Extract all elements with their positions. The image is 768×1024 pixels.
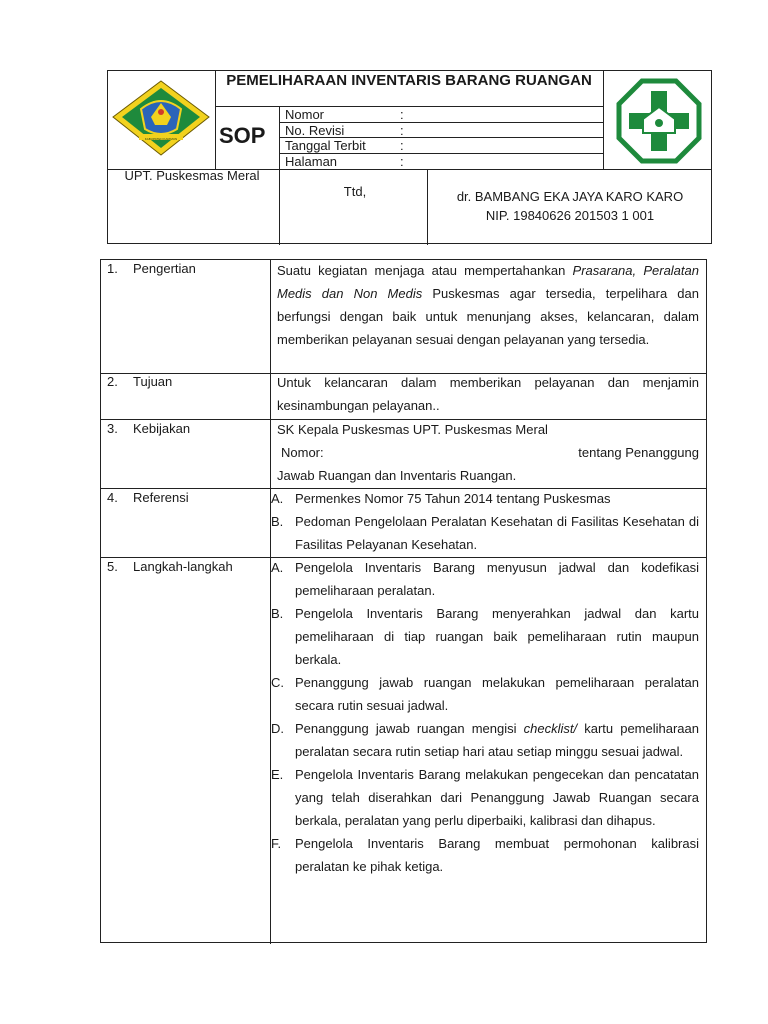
list-item <box>271 717 699 763</box>
section-content-tujuan <box>277 371 699 417</box>
list-item-text: Pengelola Inventaris Barang menyusun jadwal dan kodefikasi pemeliharaan peralatan. <box>295 560 699 598</box>
meta-label-revisi: No. Revisi <box>285 123 345 138</box>
section-content-langkah <box>271 556 699 878</box>
section-title: Referensi <box>133 490 189 505</box>
section-content-kebijakan <box>277 418 699 487</box>
signature-ttd: Ttd, <box>343 184 367 199</box>
list-item <box>271 487 699 510</box>
section-title: Langkah-langkah <box>133 559 233 574</box>
list-marker: D. <box>271 721 284 736</box>
header-divider <box>603 71 604 169</box>
section-title: Kebijakan <box>133 421 191 436</box>
section-number: 4. <box>107 490 118 505</box>
list-item-text: Pengelola Inventaris Barang membuat permohonan kalibrasi peralatan ke pihak ketiga. <box>295 836 699 874</box>
section-number: 5. <box>107 559 118 574</box>
list-item <box>271 556 699 602</box>
list-item-text: Permenkes Nomor 75 Tahun 2014 tentang Puskesmas <box>295 491 611 506</box>
policy-line: tentang Penanggung <box>578 445 699 460</box>
list-marker: E. <box>271 767 284 782</box>
header-divider <box>215 106 603 107</box>
sop-header-table <box>107 70 712 244</box>
meta-colon: : <box>400 138 404 153</box>
section-number: 2. <box>107 374 118 389</box>
policy-line: Jawab Ruangan dan Inventaris Ruangan. <box>277 468 517 483</box>
list-item-text-part: kartu pemeliharaan peralatan secara rutin setiap hari atau setiap minggu sesuai jadwal. <box>295 721 699 759</box>
section-label-pengertian <box>107 261 196 276</box>
list-item <box>271 832 699 878</box>
sop-content-table <box>100 259 707 943</box>
puskesmas-logo <box>615 77 703 170</box>
list-marker: A. <box>271 560 284 575</box>
regency-logo-text: KABUPATEN KARIMUN <box>144 137 178 141</box>
regency-logo <box>111 79 211 162</box>
meta-label-halaman: Halaman <box>285 154 338 169</box>
meta-label-tanggal-terbit: Tanggal Terbit <box>285 138 366 153</box>
list-marker: C. <box>271 675 284 690</box>
meta-colon: : <box>400 107 404 122</box>
list-item-emphasis: checklist/ <box>523 721 578 736</box>
list-marker: B. <box>271 606 284 621</box>
definition-text: Suatu kegiatan menjaga atau mempertahankan <box>277 263 573 278</box>
meta-colon: : <box>400 154 404 169</box>
list-item <box>271 602 699 671</box>
list-item <box>271 763 699 832</box>
list-marker: A. <box>271 491 284 506</box>
list-item <box>271 671 699 717</box>
section-number: 1. <box>107 261 118 276</box>
section-label-referensi <box>107 490 189 505</box>
list-item-text: Pengelola Inventaris Barang melakukan pengecekan dan pencatatan yang telah diserahkan dari Penanggung Jawab Ruangan secara berkala, peralatan yang perlu diperbaiki, kalibrasi dan dihapus. <box>295 767 699 828</box>
list-marker: F. <box>271 836 282 851</box>
list-item-text: Penanggung jawab ruangan melakukan pemeliharaan peralatan secara rutin sesuai jadwal. <box>295 675 699 713</box>
list-item-text: Pengelola Inventaris Barang menyerahkan jadwal dan kartu pemeliharaan di tiap ruangan baik pemeliharaan rutin maupun berkala. <box>295 606 699 667</box>
section-number: 3. <box>107 421 118 436</box>
meta-colon: : <box>400 123 404 138</box>
list-item <box>271 510 699 556</box>
signer-name: dr. BAMBANG EKA JAYA KARO KARO <box>456 189 684 204</box>
section-content-referensi <box>271 487 699 556</box>
unit-name: UPT. Puskesmas Meral <box>124 168 260 183</box>
section-label-kebijakan <box>107 421 190 436</box>
meta-label-nomor: Nomor <box>285 107 325 122</box>
header-divider <box>279 106 280 245</box>
section-title: Pengertian <box>133 261 196 276</box>
section-label-langkah <box>107 559 233 574</box>
signer-block <box>428 187 712 225</box>
list-item-text: Pedoman Pengelolaan Peralatan Kesehatan di Fasilitas Kesehatan di Fasilitas Pelayanan Kesehatan. <box>295 514 699 552</box>
list-item-text-part: Penanggung jawab ruangan mengisi <box>295 721 524 736</box>
section-content-pengertian <box>277 259 699 351</box>
list-marker: B. <box>271 514 284 529</box>
section-label-tujuan <box>107 374 172 389</box>
section-title: Tujuan <box>133 374 173 389</box>
document-title: PEMELIHARAAN INVENTARIS BARANG RUANGAN <box>226 72 592 89</box>
policy-number-label: Nomor: <box>281 445 324 460</box>
signer-nip: NIP. 19840626 201503 1 001 <box>485 208 655 223</box>
definition-text: Puskesmas agar tersedia, terpelihara dan berfungsi dengan baik untuk menunjang akses, kelancaran, dalam memberikan pelayanan sesuai dengan pelayanan yang tersedia. <box>277 286 699 347</box>
policy-line: SK Kepala Puskesmas UPT. Puskesmas Meral <box>277 422 548 437</box>
sop-label: SOP <box>219 123 266 148</box>
list-item-text <box>295 717 699 763</box>
definition-emphasis: Prasarana, Peralatan Medis dan Non Medis <box>277 263 699 301</box>
purpose-text: Untuk kelancaran dalam memberikan pelayanan dan menjamin kesinambungan pelayanan.. <box>277 375 699 413</box>
